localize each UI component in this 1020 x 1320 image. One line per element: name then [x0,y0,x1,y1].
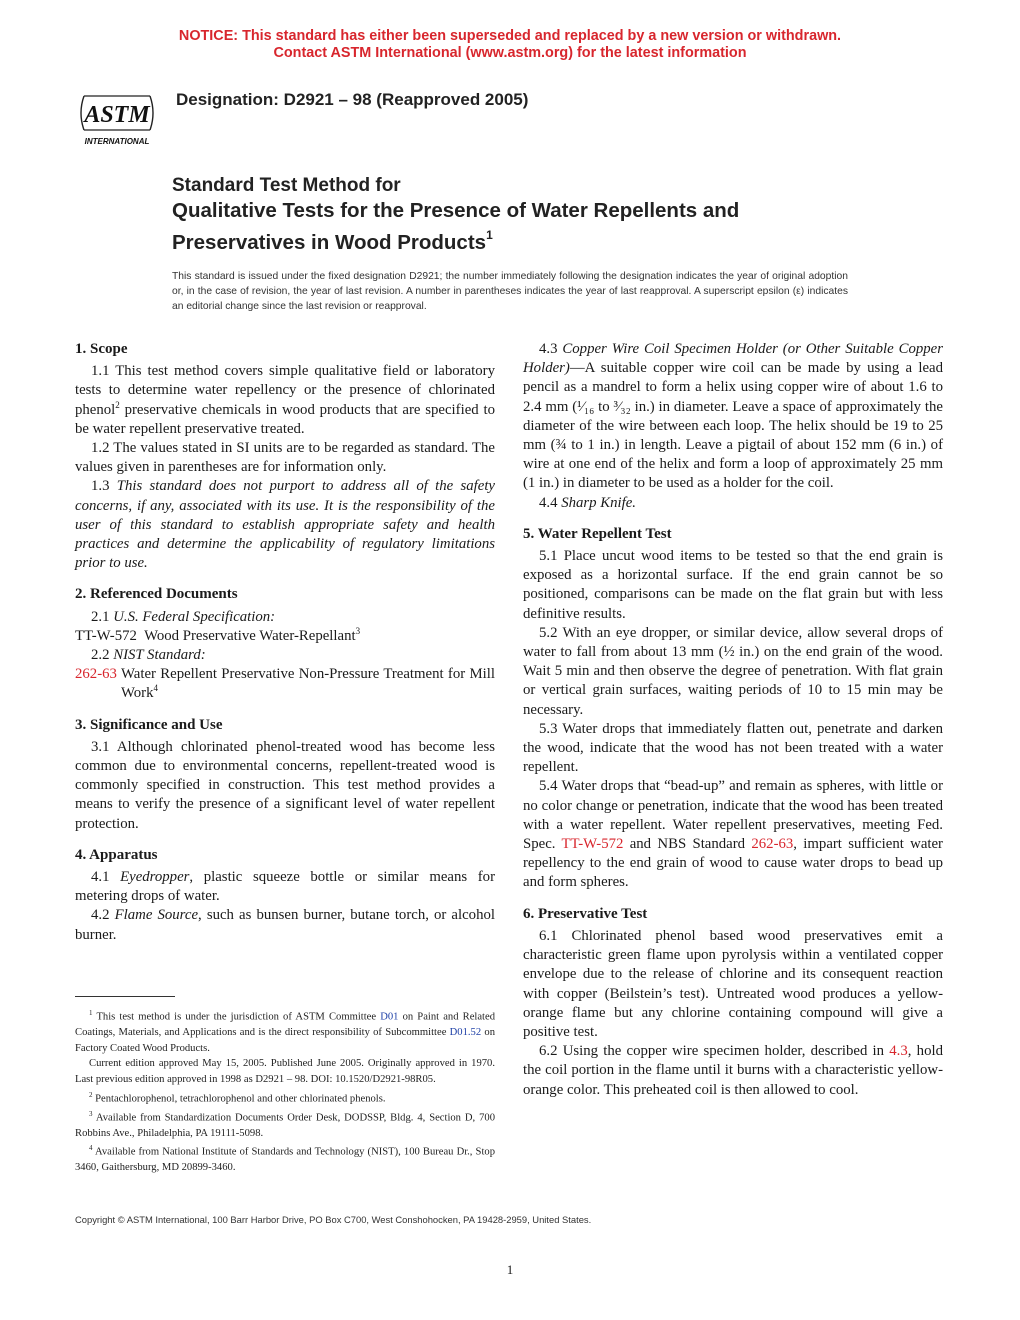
section-2-heading: 2. Referenced Documents [75,586,238,603]
para-2-2: 2.2 NIST Standard: [91,647,206,664]
footnote-4: $^4$ Available from National Institute of Standards and Technology (NIST), 100 Bureau Dr., Stop 3460, Gaithersburg, MD 20899-3460. [75,1144,495,1174]
para-5-4: 5.4 Water drops that “bead-up” and remain as spheres, with little or no color change or penetration, indicate that the wood has been treated with a water repellent. Water repellent preservatives, meeting Fed. Spec. TT-W-572 and NBS Standard 262-63, impart sufficient water repellency to the end grain of wood to cause water drops to bead up and form spheres. [523,778,943,891]
para-6-2: 6.2 Using the copper wire specimen holder, described in 4.3, hold the coil portion in the flame until it burns with a characteristic yellow-orange color. This preheated coil is then allowed to cool. [523,1043,943,1098]
footnotes [75,1006,495,1176]
logo-text: ASTM [84,102,150,128]
para-4-2: 4.2 Flame Source, such as bunsen burner, butane torch, or alcohol burner. [75,907,495,943]
link-262-63-inline[interactable]: 262-63 [751,836,794,853]
para-5-1: 5.1 Place uncut wood items to be tested so that the end grain is exposed as a horizontal surface. If the end grain cannot be so positioned, comparisons can be made on the flat grain but with less definitive results. [523,548,943,622]
footnote-ref-2[interactable]: 2 [115,399,120,410]
footnote-2: $^2$ Pentachlorophenol, tetrachlorophenol and other chlorinated phenols. [89,1090,386,1105]
footnote-1-edition: Current edition approved May 15, 2005. Published June 2005. Originally approved in 1970. Last previous edition approved in 1998 as D2921 – 98. DOI: 10.1520/D2921-98R05. [75,1058,495,1085]
para-2-1: 2.1 U.S. Federal Specification: [91,608,276,625]
logo-subtext: INTERNATIONAL [84,137,150,146]
notice-line-1: NOTICE: This standard has either been superseded and replaced by a new version or withdrawn. [178,28,842,44]
page-number: 1 [506,1262,514,1277]
astm-logo [74,80,160,148]
section-4-heading: 4. Apparatus [75,846,158,863]
para-1-3: 1.3 This standard does not purport to address all of the safety concerns, if any, associated with its use. It is the responsibility of the user of this standard to establish appropriate safety and health practices and determine the applicability of regulatory limitations prior to use. [75,478,495,572]
title-line-3: Preservatives in Wood Products$^1$ [172,228,493,254]
right-column [523,340,943,1100]
notice-line-2: Contact ASTM International (www.astm.org) for the latest information [273,45,747,61]
para-5-2: 5.2 With an eye dropper, or similar device, allow several drops of water to fall from about 13 mm (½ in.) on the end grain of the wood. Wait 5 min and then observe the degree of penetration. With flat grain or vertical grain surfaces, waiting periods of 10 to 15 min may be necessary. [523,624,944,718]
title-line-1: Standard Test Method for [172,175,401,196]
notice-banner [0,28,1020,62]
copyright: Copyright © ASTM International, 100 Barr Harbor Drive, PO Box C700, West Conshohocken, PA 19428-2959, United States. [75,1214,592,1225]
footnote-1: $^1$ This test method is under the jurisdiction of ASTM Committee D01 on Paint and Related Coatings, Materials, and Applications and is the direct responsibility of Subcommittee D01.52 on Factory Coated Wood Products. [75,1009,495,1054]
left-column [75,340,495,945]
link-d01[interactable]: D01 [380,1011,399,1023]
footnote-ref-3[interactable]: 3 [355,625,361,636]
link-d01-52[interactable]: D01.52 [449,1027,482,1039]
link-262-63[interactable]: 262-63 [75,666,117,683]
link-tt-w-572[interactable]: TT-W-572 [561,836,624,853]
footnote-divider [75,996,175,997]
section-3-heading: 3. Significance and Use [75,716,223,733]
section-6-heading: 6. Preservative Test [523,905,648,922]
para-4-3: 4.3 Copper Wire Coil Specimen Holder (or Other Suitable Copper Holder)—A suitable copper wire coil can be made by using a lead pencil as a mandrel to form a helix using copper wire of about 1.6 to 2.4 mm (¹⁄₁₆ to ³⁄₃₂ in.) in diameter. Leave a space of approximately the diameter of the wire between each loop. The helix should be 19 to 25 mm (¾ to 1 in.) in length. Leave a pigtail of about 152 mm (6 in.) of wire at one end of the helix and form a loop of approximately 25 mm (1 in.) in diameter to be used as a holder for the coil. [523,341,943,492]
para-1-1: 1.1 This test method covers simple qualitative field or laboratory tests to determine water repellency or the presence of chlorinated phenol$^2$ preservative chemicals in wood products that are specified to be water repellent preservative treated. [75,363,496,437]
link-section-4-3[interactable]: 4.3 [889,1043,908,1060]
para-6-1: 6.1 Chlorinated phenol based wood preservatives emit a characteristic green flame upon pyrolysis within a ventilated copper envelope due to the release of chlorine and its consequent reaction with copper (Beilstein’s test). Untreated wood produces a yellow-orange flame but any chlorine containing compound will give a positive test. [523,927,943,1040]
para-1-2: 1.2 The values stated in SI units are to be regarded as standard. The values given in parentheses are for information only. [75,440,495,476]
document-title [172,174,892,256]
footnote-ref-4[interactable]: 4 [153,683,159,694]
section-5-heading: 5. Water Repellent Test [523,525,672,542]
designation: Designation: D2921 – 98 (Reapproved 2005) [176,90,529,109]
reference-262-63: 262-63 Water Repellent Preservative Non-Pressure Treatment for Mill Work$^4$ [75,666,495,702]
reference-tt-w-572: TT-W-572 Wood Preservative Water-Repellant$^3$ [75,625,361,644]
para-3-1: 3.1 Although chlorinated phenol-treated wood has become less common due to environmental concerns, repellent-treated wood is commonly specified in construction. This test method provides a means to verify the presence of a significant level of water repellent protection. [75,738,495,832]
issuance-statement: This standard is issued under the fixed designation D2921; the number immediately following the designation indicates the year of original adoption or, in the case of revision, the year of last revision. A number in parentheses indicates the year of last reapproval. A superscript epsilon (ε) indicates an editorial change since the last revision or reapproval. [172,271,848,312]
section-1-heading: 1. Scope [75,341,128,357]
para-5-3: 5.3 Water drops that immediately flatten out, penetrate and darken the wood, indicate that the wood has not been treated with a water repellent. [523,720,943,776]
footnote-3: $^3$ Available from Standardization Documents Order Desk, DODSSP, Bldg. 4, Section D, 700 Robbins Ave., Philadelphia, PA 19111-5098. [75,1109,495,1139]
title-line-2: Qualitative Tests for the Presence of Water Repellents and [172,199,740,222]
para-4-4: 4.4 Sharp Knife. [539,494,637,511]
title-footnote-mark[interactable]: 1 [486,228,493,242]
para-4-1: 4.1 Eyedropper, plastic squeeze bottle or similar means for metering drops of water. [75,869,495,905]
